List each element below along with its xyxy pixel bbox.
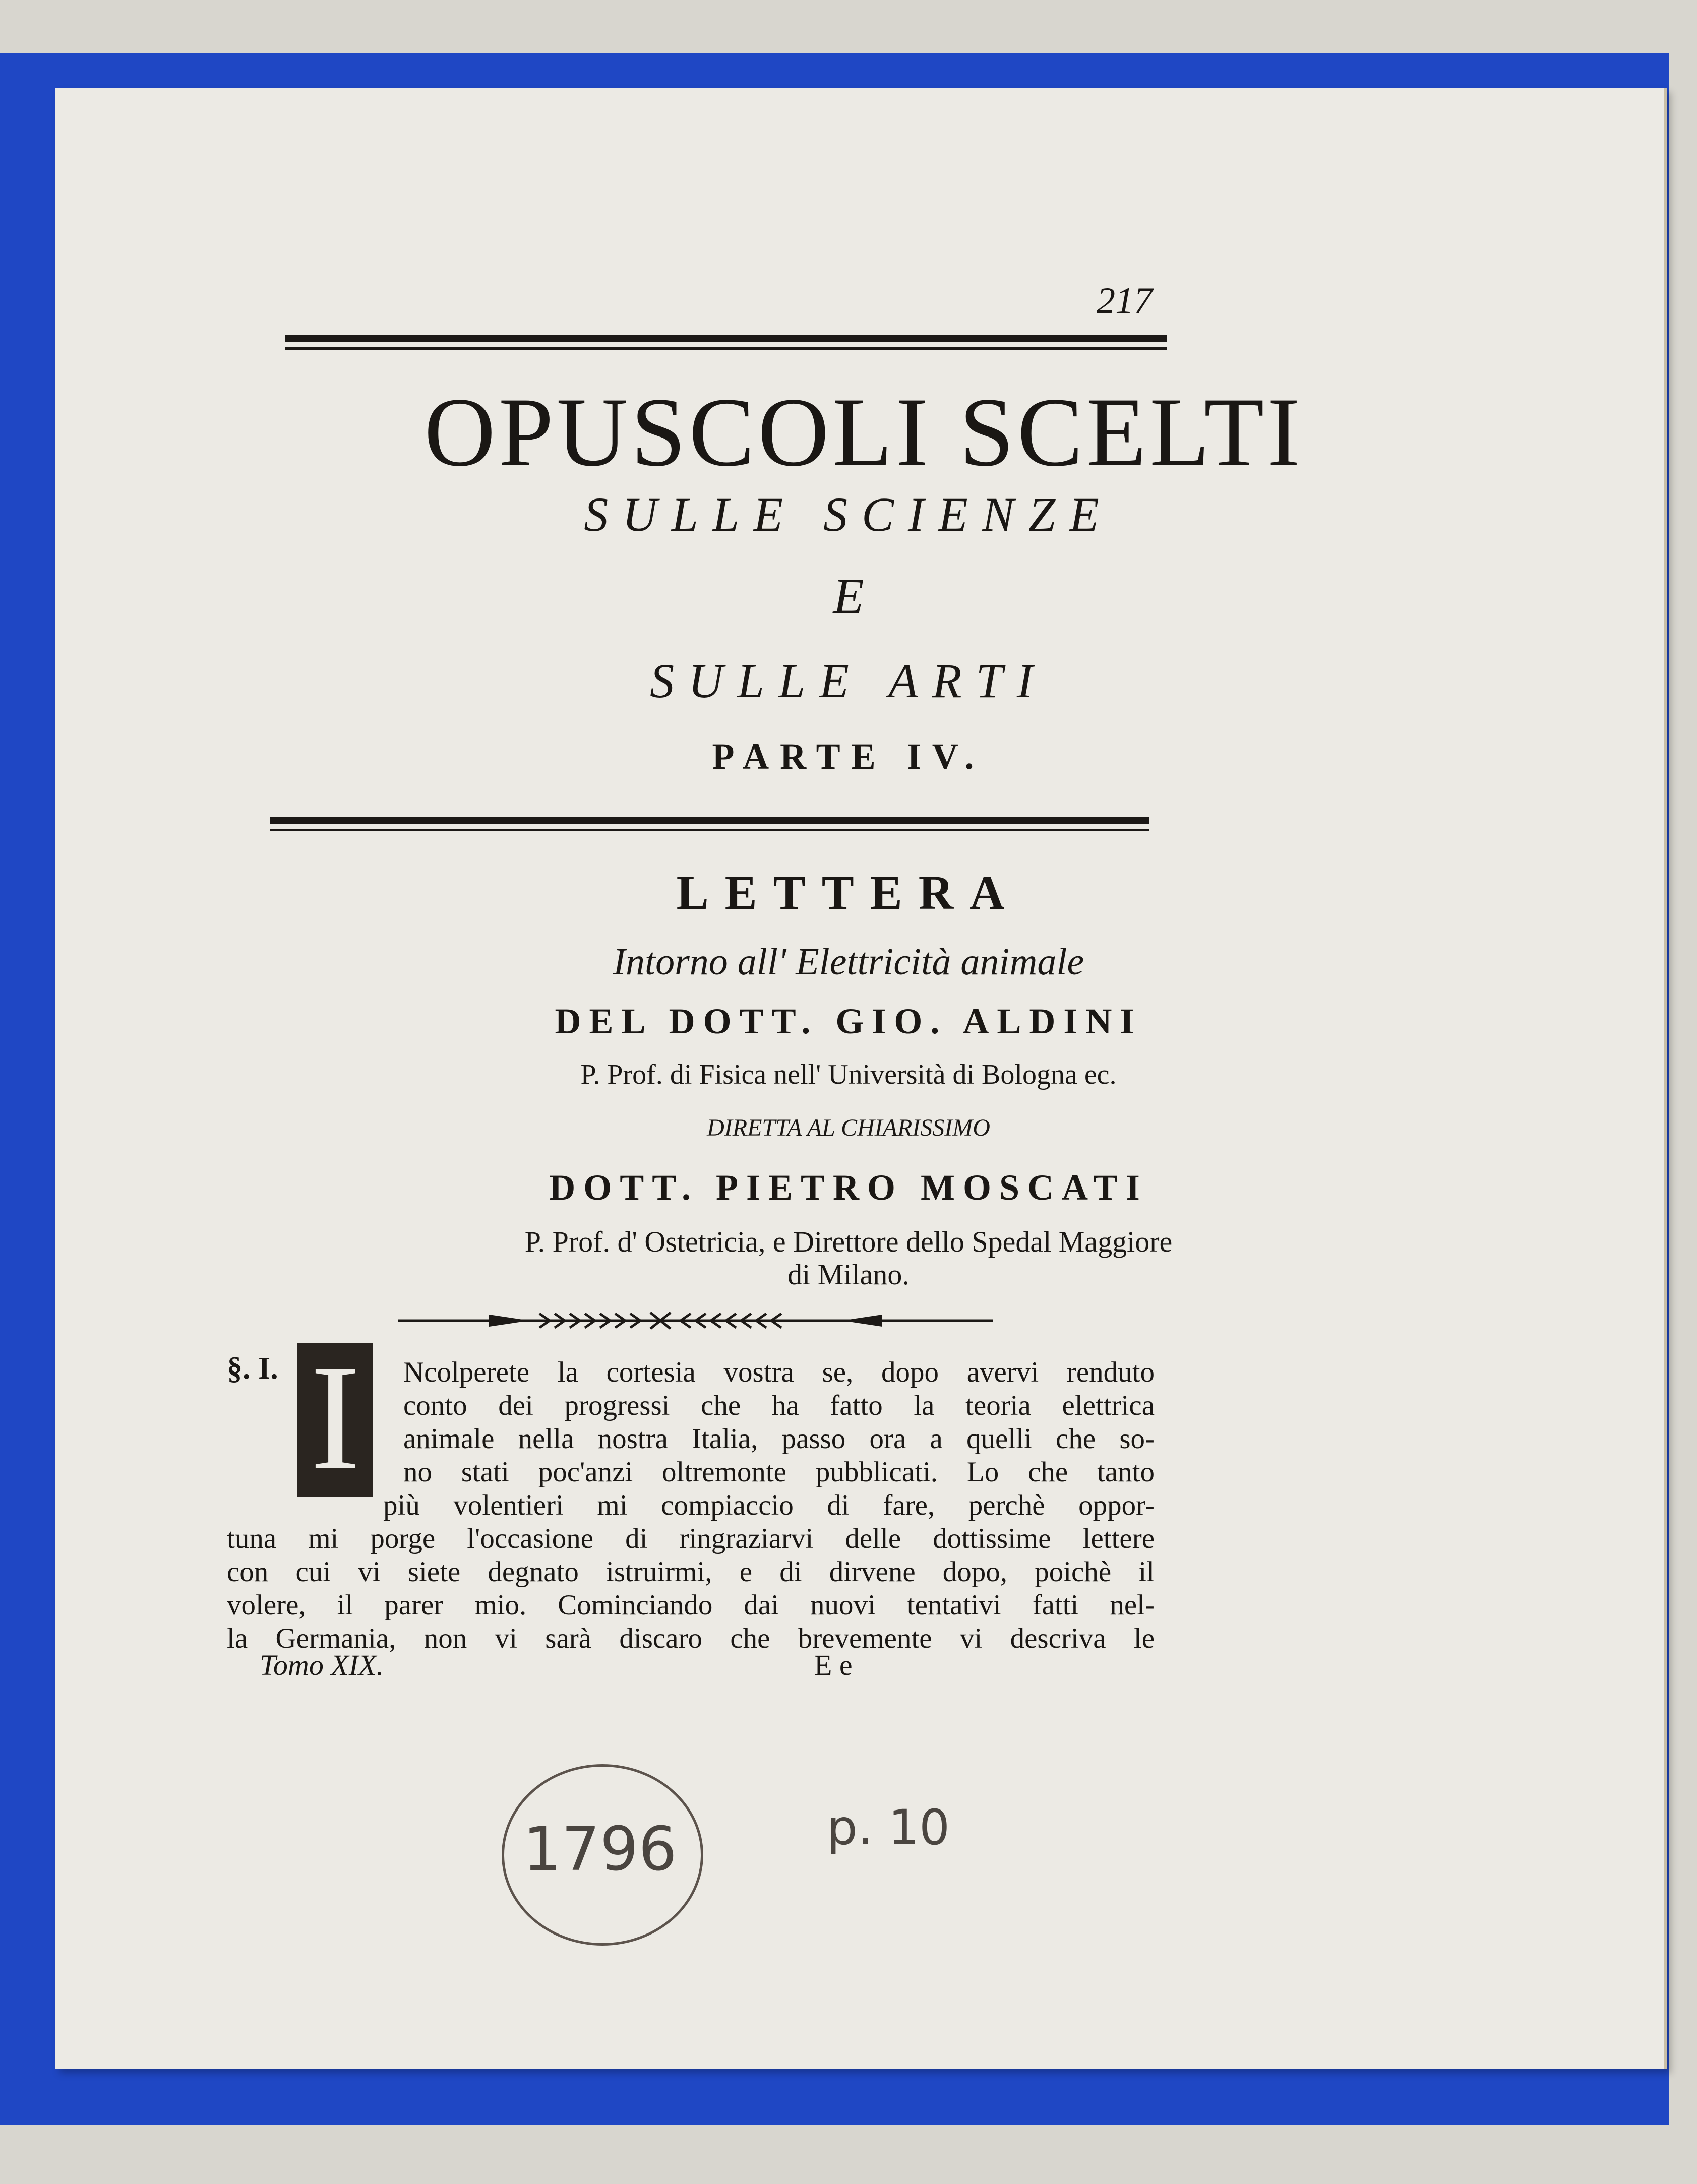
body-line-8: volere, il parer mio. Cominciando dai nuovi tentativi fatti nel- xyxy=(227,1589,1155,1621)
body-line-4: no stati poc'anzi oltremonte pubblicati. Lo che tanto xyxy=(403,1456,1155,1488)
journal-title: OPUSCOLI SCELTI xyxy=(424,378,1303,487)
top-double-rule xyxy=(285,335,1167,355)
volume-label: Tomo XIX. xyxy=(260,1649,384,1681)
body-line-3: animale nella nostra Italia, passo ora a quelli che so- xyxy=(403,1423,1155,1455)
section-number: §. I. xyxy=(227,1351,278,1386)
body-line-5: più volentieri mi compiaccio di fare, perchè oppor- xyxy=(383,1489,1155,1521)
middle-double-rule xyxy=(270,817,1149,837)
author-title: P. Prof. di Fisica nell' Università di Bologna ec. xyxy=(580,1059,1117,1090)
letter-author: DEL DOTT. GIO. ALDINI xyxy=(555,1001,1142,1041)
stamp-year: 1796 xyxy=(523,1815,677,1885)
recipient-city: di Milano. xyxy=(787,1258,910,1291)
letter-subject: Intorno all' Elettricità animale xyxy=(613,941,1084,983)
body-line-1: Ncolperete la cortesia vostra se, dopo avervi renduto xyxy=(403,1356,1155,1388)
body-line-2: conto dei progressi che ha fatto la teoria elettrica xyxy=(403,1390,1155,1421)
letter-heading: LETTERA xyxy=(676,865,1021,919)
page-number: 217 xyxy=(1097,280,1153,322)
body-line-6: tuna mi porge l'occasione di ringraziarvi delle dottissime lettere xyxy=(227,1523,1155,1554)
body-line-9: la Germania, non vi sarà discaro che brevemente vi descriva le xyxy=(227,1623,1155,1654)
addressed-to: DIRETTA AL CHIARISSIMO xyxy=(707,1114,990,1141)
body-line-7: con cui vi siete degnato istruirmi, e di dirvene dopo, poichè il xyxy=(227,1556,1155,1588)
ornament-divider xyxy=(398,1311,993,1331)
subtitle-sciences: SULLE SCIENZE xyxy=(584,487,1113,541)
signature-mark: E e xyxy=(814,1649,853,1681)
recipient-title: P. Prof. d' Ostetricia, e Direttore dello Spedal Maggiore xyxy=(524,1225,1173,1258)
handwritten-page-note: p. 10 xyxy=(827,1799,950,1856)
part-number: PARTE IV. xyxy=(712,736,985,777)
subtitle-arts: SULLE ARTI xyxy=(650,654,1047,708)
drop-cap-letter: I xyxy=(310,1334,360,1501)
subtitle-and: E xyxy=(833,568,864,624)
letter-recipient: DOTT. PIETRO MOSCATI xyxy=(549,1167,1148,1208)
